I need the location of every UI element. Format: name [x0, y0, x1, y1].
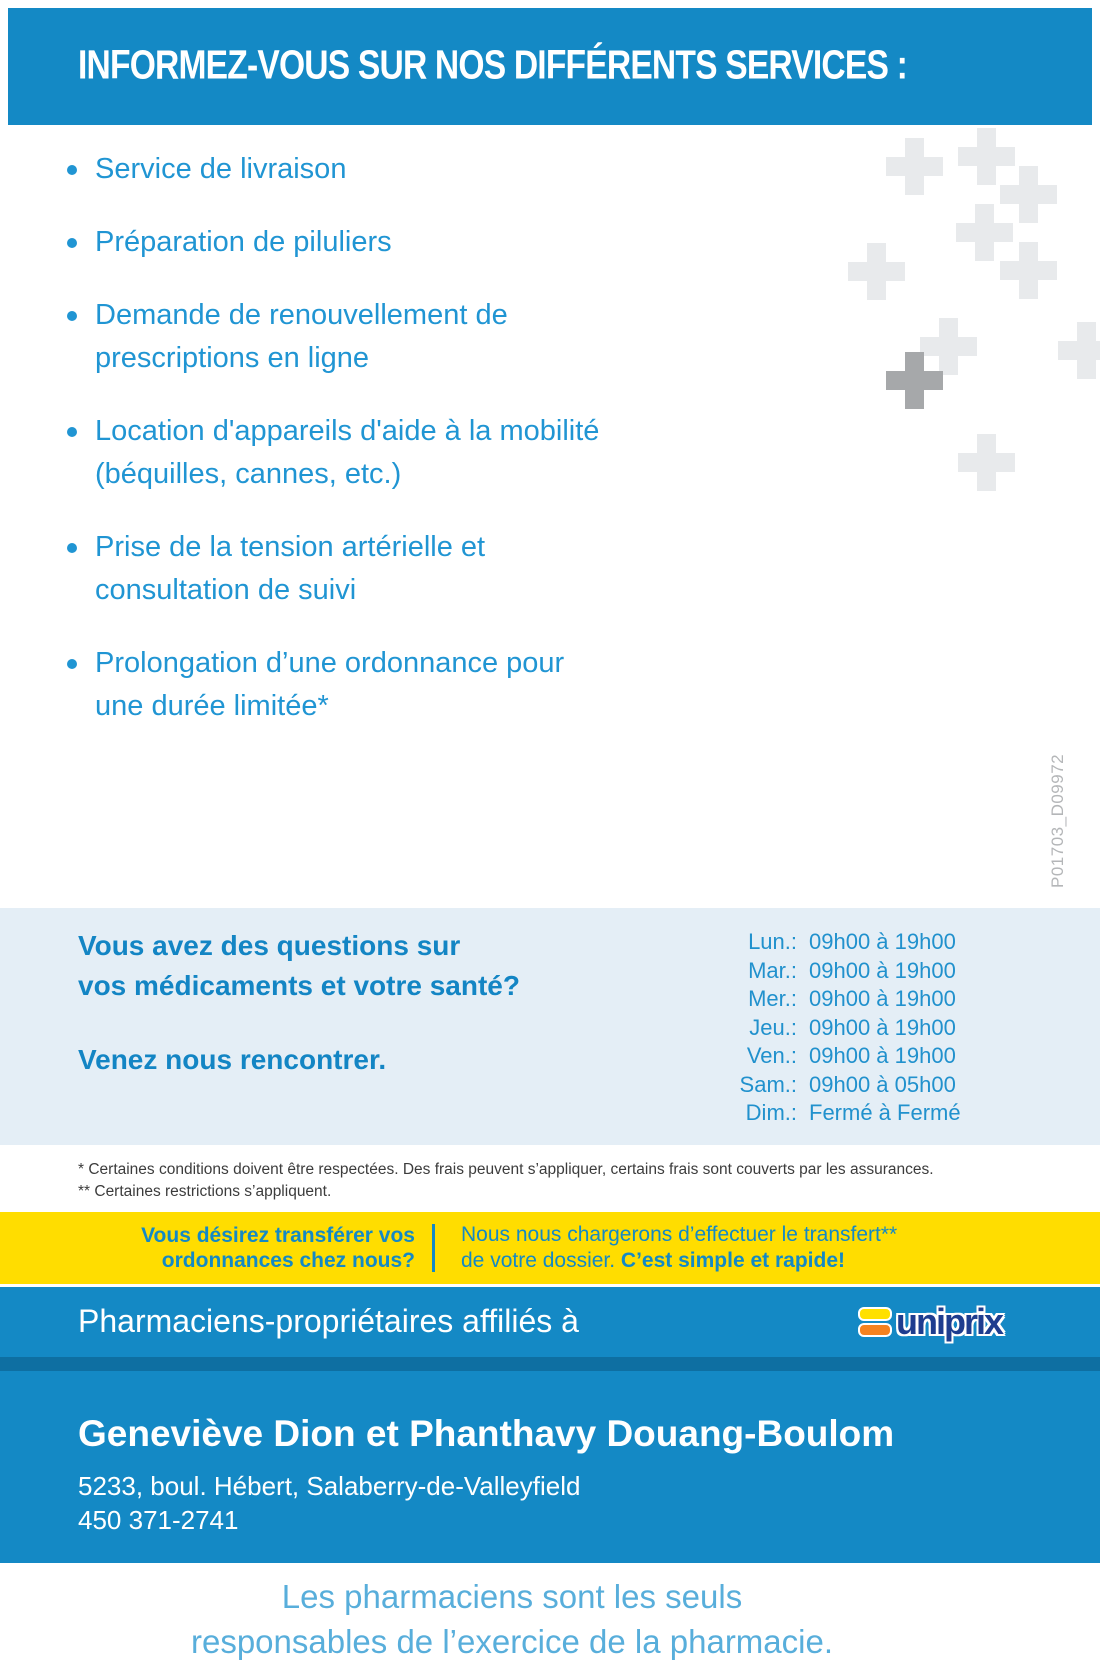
affiliation-bar — [0, 1287, 1100, 1357]
service-text: Location d'appareils d'aide à la mobilité — [95, 415, 600, 447]
hours-row — [735, 957, 961, 986]
plus-icon — [1058, 322, 1100, 379]
vertical-divider — [432, 1224, 435, 1272]
questions-heading — [78, 926, 520, 1006]
list-item — [65, 410, 755, 496]
day-label: Mer.: — [748, 986, 797, 1011]
service-text: Service de livraison — [95, 153, 347, 185]
legal-disclaimer — [0, 1574, 1024, 1664]
service-text: Prise de la tension artérielle et — [95, 531, 486, 563]
section-divider — [0, 1357, 1100, 1371]
list-item — [65, 221, 755, 264]
service-text: (béquilles, cannes, etc.) — [95, 458, 402, 490]
hours-value: 09h00 à 19h00 — [809, 986, 956, 1011]
transfer-answer-line1: Nous nous chargerons d’effectuer le transfert** — [461, 1223, 898, 1246]
transfer-banner — [0, 1212, 1100, 1284]
hours-row — [735, 928, 961, 957]
affiliation-text: Pharmaciens-propriétaires affiliés à — [78, 1302, 579, 1339]
uniprix-logo — [858, 1301, 1002, 1343]
list-item — [65, 642, 755, 728]
questions-heading-line1: Vous avez des questions sur — [78, 930, 461, 961]
transfer-answer-bold: C’est simple et rapide! — [620, 1249, 845, 1272]
owner-section — [0, 1371, 1100, 1563]
print-code: P01703_D09972 — [1048, 753, 1067, 888]
transfer-answer-prefix: de votre dossier. — [461, 1249, 621, 1272]
day-label: Ven.: — [746, 1043, 797, 1068]
transfer-question-line1: Vous désirez transférer vos — [141, 1224, 415, 1247]
footnote-line: * Certaines conditions doivent être respectées. Des frais peuvent s’appliquer, certains frais sont couverts par les assurances. — [78, 1161, 934, 1178]
pharmacy-address: 5233, boul. Hébert, Salaberry-de-Valleyfield — [78, 1471, 581, 1501]
day-label: Lun.: — [748, 929, 797, 954]
transfer-question — [0, 1223, 415, 1273]
list-item — [65, 148, 755, 191]
hours-row — [735, 985, 961, 1014]
list-item — [65, 294, 755, 380]
plus-icon — [886, 138, 943, 195]
service-text: consultation de suivi — [95, 574, 357, 606]
hours-row — [735, 1099, 961, 1128]
plus-icon — [848, 243, 905, 300]
page-title: INFORMEZ-VOUS SUR NOS DIFFÉRENTS SERVICES : — [78, 41, 907, 88]
pharmacy-phone: 450 371-2741 — [78, 1505, 239, 1535]
plus-icon — [1000, 242, 1057, 299]
header-banner — [8, 8, 1092, 125]
hours-row — [735, 1042, 961, 1071]
list-item — [65, 526, 755, 612]
plus-icon — [886, 352, 943, 409]
disclaimer-line2: responsables de l’exercice de la pharmacie. — [190, 1623, 834, 1660]
pharmacist-names: Geneviève Dion et Phanthavy Douang-Boulom — [78, 1413, 895, 1454]
hours-value: 09h00 à 19h00 — [809, 1043, 956, 1068]
service-text: Préparation de piluliers — [95, 226, 392, 258]
hours-value: 09h00 à 05h00 — [809, 1071, 956, 1097]
service-text: une durée limitée* — [95, 690, 329, 722]
footnote-line: ** Certaines restrictions s’appliquent. — [78, 1183, 332, 1200]
day-label: Mar.: — [748, 957, 797, 983]
day-label: Dim.: — [745, 1100, 797, 1125]
hours-value: 09h00 à 19h00 — [809, 1014, 956, 1040]
service-text: Demande de renouvellement de — [95, 299, 508, 331]
hours-row — [735, 1014, 961, 1043]
questions-heading-line2: vos médicaments et votre santé? — [78, 970, 520, 1001]
day-label: Jeu.: — [749, 1014, 797, 1040]
disclaimer-line1: Les pharmaciens sont les seuls — [281, 1578, 743, 1615]
transfer-question-line2: ordonnances chez nous? — [161, 1249, 415, 1272]
logo-wordmark: uniprix — [896, 1301, 1003, 1342]
hours-row — [735, 1071, 961, 1100]
hours-value: 09h00 à 19h00 — [809, 929, 956, 954]
transfer-answer — [461, 1222, 897, 1274]
logo-bars-icon — [858, 1306, 892, 1338]
plus-icon — [958, 434, 1015, 491]
footnotes — [78, 1159, 934, 1203]
service-text: Prolongation d’une ordonnance pour — [95, 647, 565, 679]
service-text: prescriptions en ligne — [95, 342, 370, 374]
services-list — [65, 148, 755, 758]
questions-section — [0, 908, 1100, 1145]
hours-value: 09h00 à 19h00 — [809, 957, 956, 983]
hours-value: Fermé à Fermé — [809, 1100, 961, 1125]
day-label: Sam.: — [739, 1071, 797, 1097]
transfer-answer-line2 — [461, 1248, 897, 1274]
meet-us-text: Venez nous rencontrer. — [78, 1044, 387, 1075]
opening-hours — [735, 928, 961, 1128]
